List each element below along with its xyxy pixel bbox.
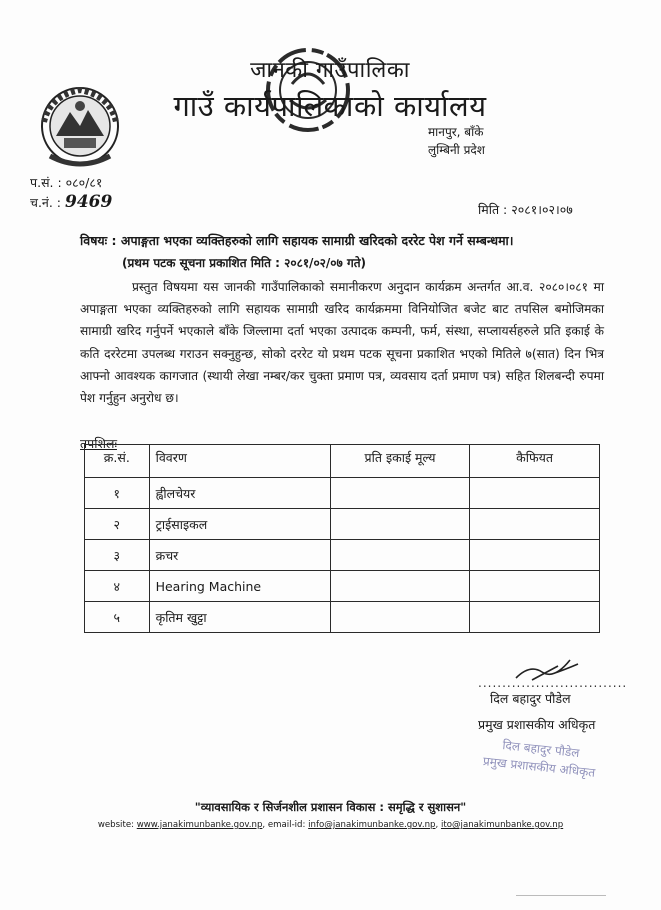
row-remarks (470, 571, 600, 602)
row-sn: १ (85, 478, 150, 509)
row-remarks (470, 509, 600, 540)
signatory-title: प्रमुख प्रशासकीय अधिकृत (478, 717, 596, 732)
dispatch-number (30, 192, 112, 212)
row-item: Hearing Machine (149, 571, 330, 602)
row-item: ट्राईसाइकल (149, 509, 330, 540)
signatory-name: दिल बहादुर पौडेल (490, 691, 571, 706)
table-row (85, 540, 600, 571)
dispatch-number-label: च.नं. : (30, 195, 62, 210)
letter-date: मिति : २०८१।०२।०७ (478, 202, 573, 217)
website-label: website: (97, 820, 135, 830)
office-slogan: "व्यावसायिक र सिर्जनशील प्रशासन विकास : समृद्धि र सुशासन" (194, 800, 467, 814)
email-link-info[interactable]: info@janakimunbanke.gov.np (308, 820, 436, 830)
address-province: लुम्बिनी प्रदेश (428, 143, 485, 157)
row-price (330, 540, 469, 571)
row-item: ह्वीलचेयर (149, 478, 330, 509)
table-row (85, 571, 600, 602)
table-row (85, 602, 600, 633)
col-header-remarks: कैफियत (470, 445, 600, 478)
stamp-name: दिल बहादुर पौडेल (501, 738, 581, 761)
table-row (85, 478, 600, 509)
row-item: कृतिम खुट्टा (149, 602, 330, 633)
row-sn: ४ (85, 571, 150, 602)
address-city: मानपुर, बाँके (428, 125, 484, 139)
subject-line: विषयः : अपाङ्गता भएका व्यक्तिहरुको लागि सहायक सामाग्री खरिदको दररेट पेश गर्ने सम्बन्धमा। (80, 233, 514, 248)
nepal-emblem-icon (30, 82, 130, 174)
items-table (84, 444, 600, 633)
municipality-name: जानकी गाउँपालिका (250, 58, 410, 83)
dispatch-number-value: 9469 (65, 192, 113, 212)
row-price (330, 602, 469, 633)
letter-number: प.सं. : ०८०/८१ (30, 175, 103, 190)
footer-divider (516, 895, 606, 896)
col-header-sn: क्र.सं. (85, 445, 150, 478)
table-header-row (85, 445, 600, 478)
row-sn: ५ (85, 602, 150, 633)
footer-contact: website: www.janakimunbanke.gov.np, email-id: info@janakimunbanke.gov.np, ito@janakimunbanke.gov.np (97, 820, 564, 830)
row-remarks (470, 602, 600, 633)
office-name: गाउँ कार्यपालिकाको कार्यालय (173, 89, 487, 123)
table-caption: तपशिलः (80, 436, 117, 451)
email-label: , email-id: (262, 820, 306, 830)
row-price (330, 571, 469, 602)
row-sn: २ (85, 509, 150, 540)
website-link[interactable]: www.janakimunbanke.gov.np (136, 820, 263, 830)
table-row (85, 509, 600, 540)
row-item: क्रचर (149, 540, 330, 571)
stamp-title: प्रमुख प्रशासकीय अधिकृत (482, 754, 596, 780)
signature-stamp (469, 733, 612, 783)
row-price (330, 478, 469, 509)
email-link-ito[interactable]: ito@janakimunbanke.gov.np (440, 820, 564, 830)
row-sn: ३ (85, 540, 150, 571)
notice-body: प्रस्तुत विषयमा यस जानकी गाउँपालिकाको समानीकरण अनुदान कार्यक्रम अन्तर्गत आ.व. २०८०।०८१ मा अपाङ्गता भएका व्यक्तिहरुको लागि सहायक सामाग्री खरिद कार्यक्रममा विनियोजित बजेट बाट तपसिल बमोजिमका सामाग्री खरिद गर्नुपर्ने भएकाले बाँके जिल्लामा दर्ता भएका उत्पादक कम्पनी, फर्म, संस्था, सप्लायर्सहरुले प्रति इकाई के कति दररेटमा उपलब्ध गराउन सक्नुहुन्छ, सोको दररेट यो प्रथम पटक सूचना प्रकाशित भएको मितिले ७(सात) दिन भित्र आफ्नो आवश्यक कागजात (स्थायी लेखा नम्बर/कर चुक्ता प्रमाण पत्र, व्यवसाय दर्ता प्रमाण पत्र) सहित शिलबन्दी रुपमा पेश गर्नुहुन अनुरोध छ। (80, 280, 604, 406)
row-price (330, 509, 469, 540)
row-remarks (470, 540, 600, 571)
signature-line: ............................... (478, 676, 628, 690)
col-header-price: प्रति इकाई मूल्य (330, 445, 469, 478)
col-header-item: विवरण (149, 445, 330, 478)
row-remarks (470, 478, 600, 509)
first-publication-note: (प्रथम पटक सूचना प्रकाशित मिति : २०८१/०२/०७ गते) (122, 256, 367, 270)
